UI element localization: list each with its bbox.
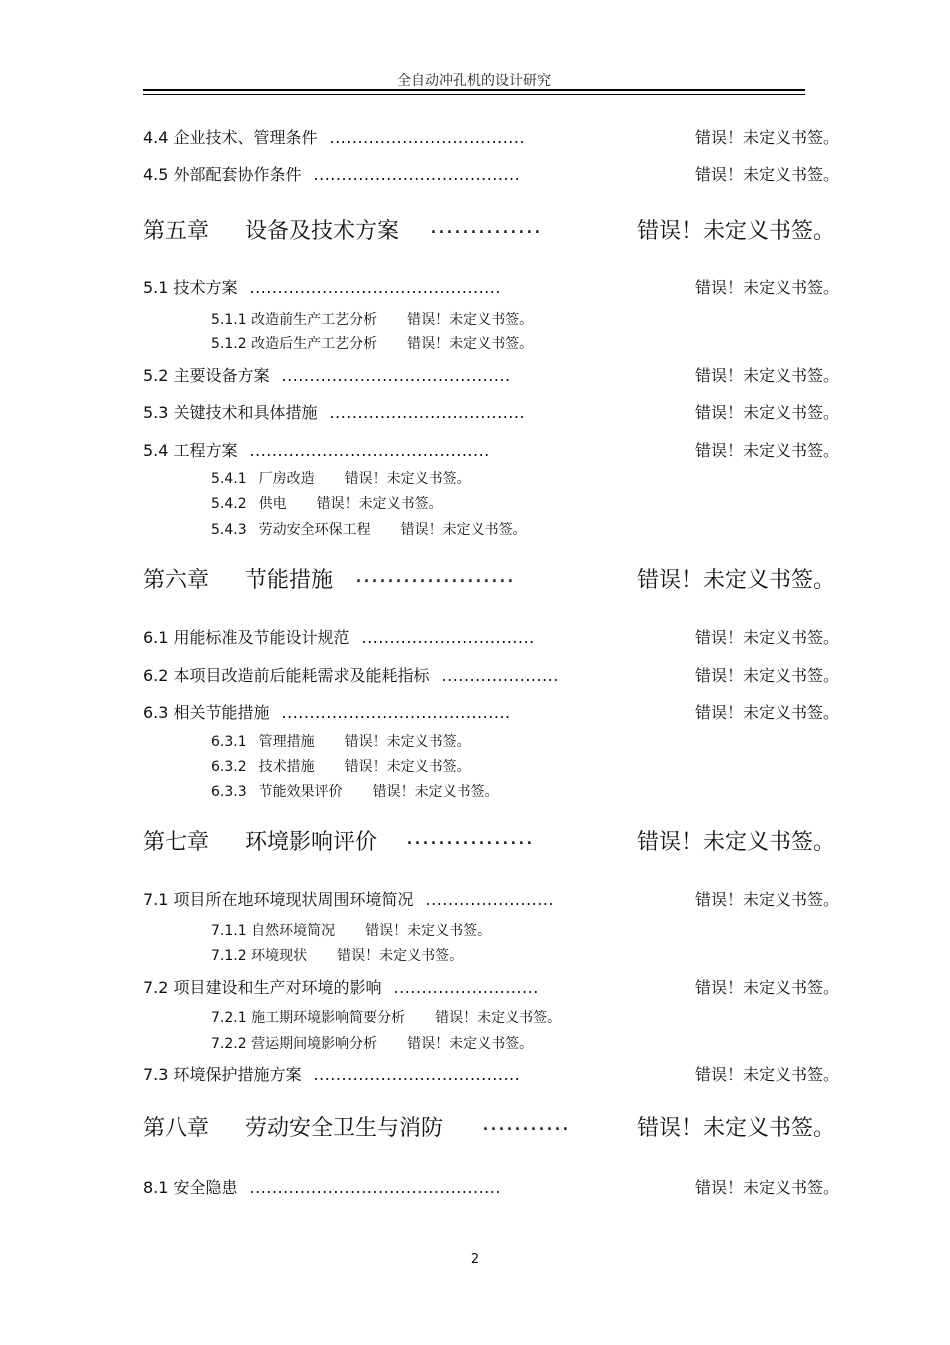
toc-chapter-7[interactable] — [143, 825, 836, 856]
toc-chapter-5[interactable] — [143, 214, 836, 245]
toc-page-ref: 错误！未定义书签。 — [344, 759, 471, 775]
toc-page-ref: 错误！未定义书签。 — [435, 1010, 562, 1026]
toc-number: 5.4.1 — [211, 471, 247, 487]
toc-label: 7.1.2 环境现状 — [211, 948, 308, 964]
toc-page-ref: 错误！未定义书签。 — [695, 128, 840, 147]
toc-leader: ..................................... — [313, 1065, 521, 1084]
toc-label: 节能效果评价 — [258, 784, 343, 800]
toc-page-ref: 错误！未定义书签。 — [637, 1116, 836, 1141]
toc-label: 6.3 相关节能措施 — [143, 703, 270, 722]
toc-label: 5.1.1 改造前生产工艺分析 — [211, 312, 378, 328]
toc-entry-6-3-1[interactable] — [211, 731, 471, 751]
toc-label: 6.1 用能标准及节能设计规范 — [143, 628, 350, 647]
toc-leader: ........................................... — [249, 441, 490, 460]
toc-label: 7.2.1 施工期环境影响简要分析 — [211, 1010, 406, 1026]
toc-leader: ........... — [482, 1111, 570, 1136]
toc-page-ref: 错误！未定义书签。 — [695, 441, 840, 460]
toc-leader: ............................... — [361, 628, 535, 647]
toc-page-ref: 错误！未定义书签。 — [637, 830, 836, 855]
chapter-number: 第五章 — [143, 219, 210, 244]
toc-page-ref: 错误！未定义书签。 — [407, 336, 534, 352]
chapter-title: 节能措施 — [245, 568, 334, 593]
toc-entry-7-2-2[interactable] — [211, 1033, 533, 1053]
toc-page-ref: 错误！未定义书签。 — [407, 1036, 534, 1052]
toc-label: 技术措施 — [258, 759, 315, 775]
running-header: 全自动冲孔机的设计研究 — [397, 73, 551, 89]
toc-leader: ................................... — [329, 128, 526, 147]
toc-entry-7-1[interactable] — [143, 887, 840, 910]
toc-page-ref: 错误！未定义书签。 — [695, 1065, 840, 1084]
toc-leader: .................... — [355, 563, 515, 588]
toc-entry-4-5[interactable] — [143, 162, 840, 185]
toc-label: 8.1 安全隐患 — [143, 1178, 238, 1197]
toc-label: 供电 — [258, 496, 287, 512]
toc-entry-7-2[interactable] — [143, 975, 840, 998]
toc-page-ref: 错误！未定义书签。 — [695, 890, 840, 909]
toc-leader: ......................................... — [281, 703, 511, 722]
toc-leader: ....................... — [425, 890, 555, 909]
toc-page-ref: 错误！未定义书签。 — [695, 978, 840, 997]
toc-page-ref: 错误！未定义书签。 — [407, 312, 534, 328]
toc-page-ref: 错误！未定义书签。 — [365, 923, 492, 939]
chapter-title: 劳动安全卫生与消防 — [245, 1116, 444, 1141]
toc-leader: ..................... — [441, 666, 559, 685]
chapter-number: 第七章 — [143, 830, 210, 855]
toc-entry-5-1-2[interactable] — [211, 333, 533, 353]
toc-leader: ............................................. — [249, 1178, 501, 1197]
chapter-number: 第六章 — [143, 568, 210, 593]
toc-entry-6-1[interactable] — [143, 625, 840, 648]
toc-label: 5.3 关键技术和具体措施 — [143, 403, 318, 422]
toc-leader: ................ — [406, 825, 534, 850]
toc-page-ref: 错误！未定义书签。 — [695, 366, 840, 385]
toc-label: 劳动安全环保工程 — [258, 522, 371, 538]
toc-label: 管理措施 — [258, 734, 315, 750]
toc-entry-7-1-1[interactable] — [211, 920, 491, 940]
toc-label: 6.2 本项目改造前后能耗需求及能耗指标 — [143, 666, 430, 685]
chapter-title: 环境影响评价 — [245, 830, 378, 855]
header-rule-thin — [143, 94, 805, 95]
toc-entry-5-2[interactable] — [143, 363, 840, 386]
toc-page-ref: 错误！未定义书签。 — [337, 948, 464, 964]
toc-entry-6-3-3[interactable] — [211, 781, 499, 801]
toc-entry-7-3[interactable] — [143, 1062, 840, 1085]
toc-entry-4-4[interactable] — [143, 125, 840, 148]
toc-label: 7.1.1 自然环境简况 — [211, 923, 336, 939]
toc-number: 6.3.1 — [211, 734, 247, 750]
toc-label: 4.4 企业技术、管理条件 — [143, 128, 318, 147]
toc-leader: ................................... — [329, 403, 526, 422]
toc-leader: ..................................... — [313, 165, 521, 184]
toc-label: 7.1 项目所在地环境现状周围环境简况 — [143, 890, 414, 909]
toc-page-ref: 错误！未定义书签。 — [695, 1178, 840, 1197]
toc-label: 4.5 外部配套协作条件 — [143, 165, 302, 184]
chapter-number: 第八章 — [143, 1116, 210, 1141]
header-rule-thick — [143, 89, 805, 91]
toc-page-ref: 错误！未定义书签。 — [695, 703, 840, 722]
toc-entry-5-3[interactable] — [143, 400, 840, 423]
toc-entry-7-2-1[interactable] — [211, 1007, 561, 1027]
toc-entry-5-4-1[interactable] — [211, 468, 471, 488]
toc-page-ref: 错误！未定义书签。 — [344, 471, 471, 487]
toc-label: 5.2 主要设备方案 — [143, 366, 270, 385]
toc-label: 7.2 项目建设和生产对环境的影响 — [143, 978, 382, 997]
toc-number: 6.3.2 — [211, 759, 247, 775]
toc-entry-5-4-2[interactable] — [211, 493, 443, 513]
toc-page-ref: 错误！未定义书签。 — [695, 403, 840, 422]
toc-chapter-6[interactable] — [143, 563, 836, 594]
toc-leader: ......................................... — [281, 366, 511, 385]
toc-entry-7-1-2[interactable] — [211, 945, 463, 965]
toc-page-ref: 错误！未定义书签。 — [316, 496, 443, 512]
toc-label: 厂房改造 — [258, 471, 315, 487]
toc-chapter-8[interactable] — [143, 1111, 836, 1142]
toc-leader: ............................................. — [249, 278, 501, 297]
toc-leader: .......................... — [393, 978, 539, 997]
toc-number: 6.3.3 — [211, 784, 247, 800]
toc-page-ref: 错误！未定义书签。 — [637, 219, 836, 244]
toc-entry-6-3-2[interactable] — [211, 756, 471, 776]
toc-page-ref: 错误！未定义书签。 — [695, 165, 840, 184]
toc-entry-5-4[interactable] — [143, 438, 840, 461]
toc-page-ref: 错误！未定义书签。 — [695, 278, 840, 297]
toc-page-ref: 错误！未定义书签。 — [400, 522, 527, 538]
toc-page-ref: 错误！未定义书签。 — [344, 734, 471, 750]
toc-page-ref: 错误！未定义书签。 — [695, 666, 840, 685]
toc-number: 5.4.3 — [211, 522, 247, 538]
toc-number: 5.4.2 — [211, 496, 247, 512]
toc-entry-6-2[interactable] — [143, 663, 840, 686]
toc-label: 5.1.2 改造后生产工艺分析 — [211, 336, 378, 352]
page-number: 2 — [470, 1252, 480, 1267]
toc-entry-5-4-3[interactable] — [211, 519, 527, 539]
toc-entry-5-1-1[interactable] — [211, 309, 533, 329]
toc-entry-5-1[interactable] — [143, 275, 840, 298]
chapter-title: 设备及技术方案 — [245, 219, 400, 244]
toc-page-ref: 错误！未定义书签。 — [695, 628, 840, 647]
toc-label: 5.1 技术方案 — [143, 278, 238, 297]
toc-entry-8-1[interactable] — [143, 1175, 840, 1198]
toc-entry-6-3[interactable] — [143, 700, 840, 723]
toc-label: 7.2.2 营运期间境影响分析 — [211, 1036, 378, 1052]
toc-leader: .............. — [430, 214, 542, 239]
toc-page-ref: 错误！未定义书签。 — [637, 568, 836, 593]
toc-label: 7.3 环境保护措施方案 — [143, 1065, 302, 1084]
toc-label: 5.4 工程方案 — [143, 441, 238, 460]
toc-page-ref: 错误！未定义书签。 — [372, 784, 499, 800]
